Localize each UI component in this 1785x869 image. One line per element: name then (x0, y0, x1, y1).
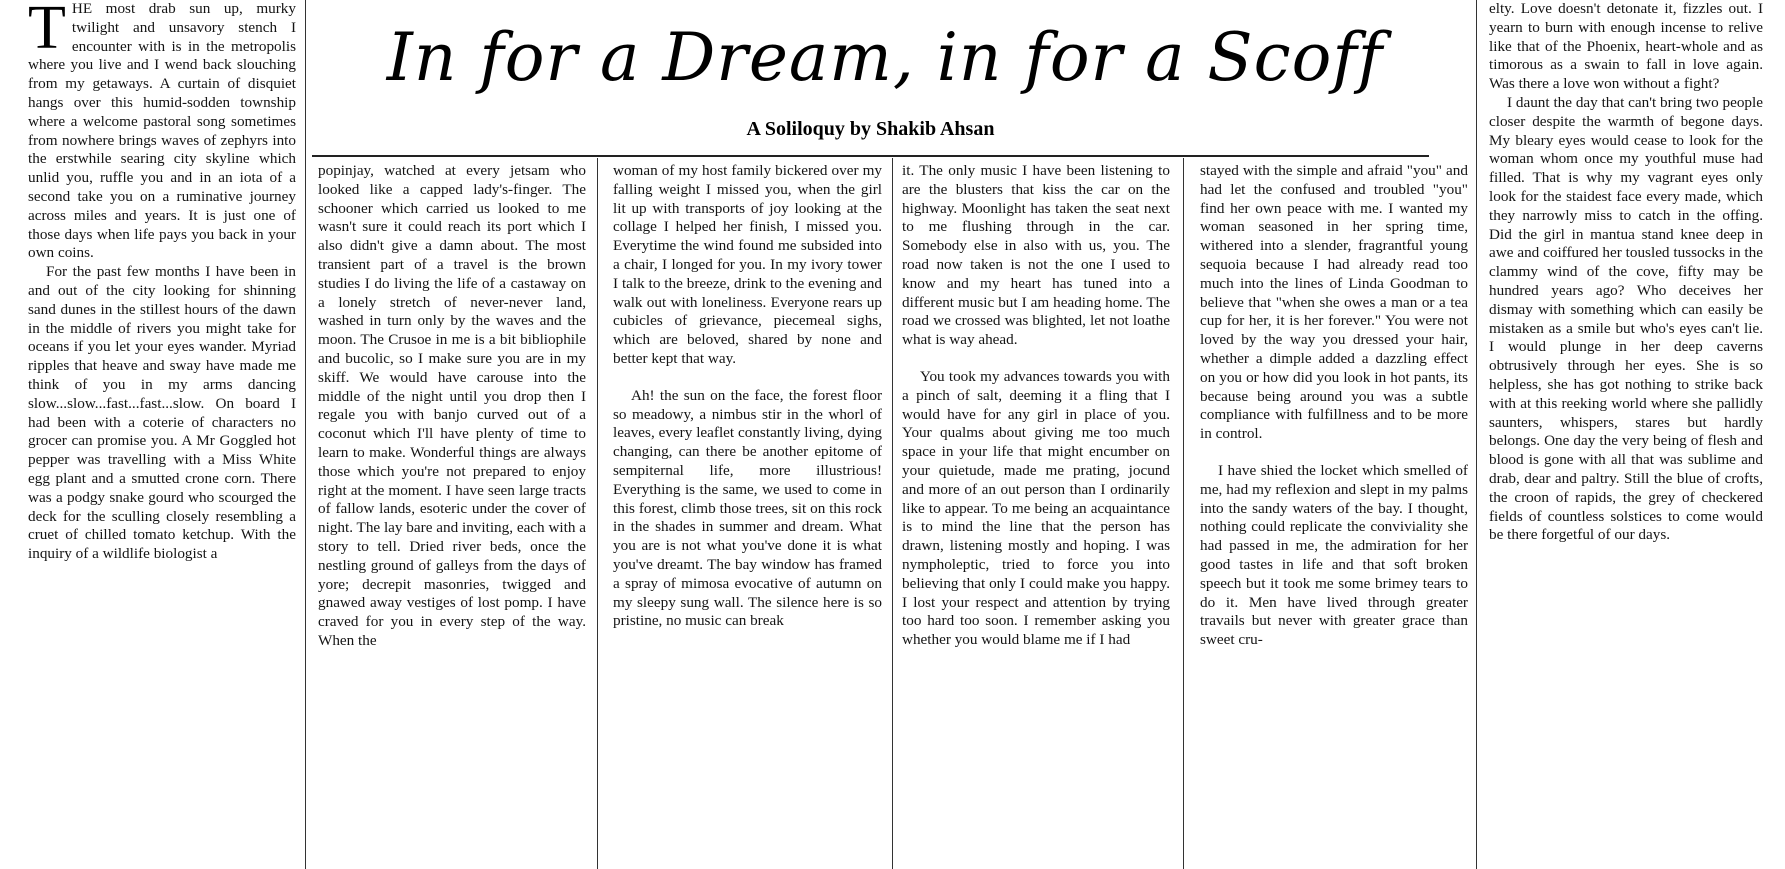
column-rule-5 (1476, 0, 1477, 869)
column-rule-1 (305, 0, 306, 869)
col5-paragraph-2: I have shied the locket which smelled of me, had my reflexion and slept in my palms into the sandy waters of the bay. I thought, nothing could replicate the conviviality she had passed in me, the admiration for her good tastes in life and that soft broken speech but it took me some brimey tears to do it. Men have lived through greater travails but never with greater grace than sweet cru- (1200, 461, 1468, 649)
column-4 (902, 162, 1170, 869)
col1-paragraph-2: For the past few months I have been in and out of the city looking for shinning sand dunes in the stillest hours of the dawn in the middle of rivers you might take for oceans if you let your eyes wander. Myriad ripples that heave and sway have made me think of you in my arms dancing slow...slow...fast...fast...slow. On board I had been with a coterie of characters no grocer can promise you. A Mr Goggled hot pepper was travelling with a Miss White egg plant and a smutted crone corn. There was a podgy snake gourd who scourged the deck for the sculling closely resembling a cruet of chilled tomato ketchup. With the inquiry of a wildlife biologist a (28, 263, 296, 563)
column-1 (28, 0, 296, 869)
column-5 (1200, 162, 1468, 869)
col2-paragraph-1: popinjay, watched at every jetsam who looked like a capped lady's-finger. The schooner which carried us looked to me wasn't sure it could reach its port which I also didn't give a damn about. The most transient part of a travel is the brown studies I do living the life of a castaway on a lonely stretch of never-never land, washed in turn only by the waves and the moon. The Crusoe in me is a bit bibliophile and bucolic, so I make sure you are in my skiff. We would have carouse into the middle of the night until you drop then I regale you with banjo curved out of a coconut which I'll have plenty of time to learn to make. Wonderful things are always those which you're not prepared to enjoy right at the moment. I have seen large tracts of fallow lands, esoteric under the cover of night. The lay bare and inviting, each with a story to tell. Dried river beds, once the nestling ground of galleys from the days of yore; decrepit masonries, twigged and gnawed away vestiges of lost pomp. I have craved for you in every step of the way. When the (318, 162, 586, 649)
col6-paragraph-1: elty. Love doesn't detonate it, fizzles out. I yearn to burn with enough incense to relive like that of the Phoenix, heart-whole and as timorous as a swain to fall in love again. Was there a love won without a fight? (1489, 0, 1763, 93)
column-rule-3 (892, 158, 893, 869)
byline: A Soliloquy by Shakib Ahsan (746, 118, 995, 140)
column-rule-4 (1183, 158, 1184, 869)
col3-paragraph-2: Ah! the sun on the face, the forest floor so meadowy, a nimbus stir in the whorl of leaves, every leaflet constantly living, dying changing, can there be another epitome of sempiternal life, more illustrious! Everything is the same, we used to come in this forest, climb those trees, sit on this rock in the shades in summer and dream. What you are is not what you've done it is what you've dreamt. The bay window has framed a spray of mimosa evocative of autumn on my sleepy sung wall. The silence here is so pristine, no music can break (613, 386, 882, 630)
col1-paragraph-1-text: HE most drab sun up, murky twilight and unsavory stench I encounter with is in the metropolis where you live and I wend back slouching from my getaways. A curtain of disquiet hangs over this humid-sodden township where a welcome pastoral song sometimes from nowhere brings waves of zephyrs into the erstwhile searing city skyline which unlid you, ruffle you and in an iota of a second take you on a ruminative journey across miles and years. It is just one of those days when life pays you back in your own coins. (28, 0, 296, 262)
col1-paragraph-1 (28, 0, 296, 263)
col3-paragraph-1: woman of my host family bickered over my falling weight I missed you, when the girl lit up with transports of joy looking at the collage I helped her finish, I missed you. Everytime the wind found me subsided into a chair, I longed for you. In my ivory tower I talk to the breeze, drink to the evening and walk out with loneliness. Everyone rears up cubicles of grievance, piecemeal sighs, which are beloved, shared by none and better kept that way. (613, 162, 882, 367)
col4-paragraph-2: You took my advances towards you with a pinch of salt, deeming it a fling that I would have for any girl in place of you. Your qualms about giving me too much space in your life that might encumber on your quietude, made me prating, jocund and more of an out person than I ordinarily like to appear. To me being an acquaintance is to mind the line that the person has drawn, listening mostly and hoping. I was nympholeptic, tried to force you into believing that only I could make you happy. I lost your respect and attention by trying too hard too soon. I remember asking you whether you would blame me if I had (902, 367, 1170, 649)
drop-cap: T (28, 0, 66, 62)
column-2 (318, 162, 586, 869)
header-rule (312, 155, 1429, 157)
col4-paragraph-1: it. The only music I have been listening to are the blusters that kiss the car on the highway. Moonlight has taken the seat next to me flushing through in the car. Somebody else in also with us, you. The road now taken is not the one I used to know and my heart has tuned into a different music but I am heading home. The road we crossed was blighted, let not loathe what is way ahead. (902, 162, 1170, 349)
col5-paragraph-1: stayed with the simple and afraid "you" and had let the confused and troubled "you" find her own peace with me. I wanted my woman seasoned in her spring time, withered into a slender, fragrantful young sequoia because I had already read too much into the lines of Linda Goodman to believe that "when she owes a man or a tea cup for her, it is her forever." You were not loved by the way you dressed your hair, whether a dimple added a dazzling effect on you or how did you look in hot pants, its because being around you was a subtle compliance with fulfillness and to be more in control. (1200, 162, 1468, 443)
column-rule-2 (597, 158, 598, 869)
col6-paragraph-2: I daunt the day that can't bring two people closer despite the warmth of begone days. My bleary eyes would cease to look for the woman whom once my youthful muse had filled. That is why my vagrant eyes only look for the staidest face every made, which they narrowly miss to catch in the offing. Did the girl in mantua stand knee deep in awe and coiffured her tousled tussocks in the clammy wind of the cove, fifty may be hundred years ago? Who deceives her dismay with something which can easily be mistaken as a smile but who's eyes can't lie. I would plunge in her deep caverns obtrusively through her eyes. She is so helpless, she has got nothing to strike back with at this reeking world where she pallidly saunters, whispers, stares but hardly belongs. One day the very being of flesh and blood is gone with all that was sublime and drab, dear and paltry. Still the blue of crofts, the croon of rapids, the grey of checkered fields of countless solstices to come would be there forgetful of our days. (1489, 93, 1763, 544)
headline: In for a Dream, in for a Scoff (386, 19, 1384, 96)
column-3 (613, 162, 882, 869)
column-6 (1489, 0, 1763, 869)
